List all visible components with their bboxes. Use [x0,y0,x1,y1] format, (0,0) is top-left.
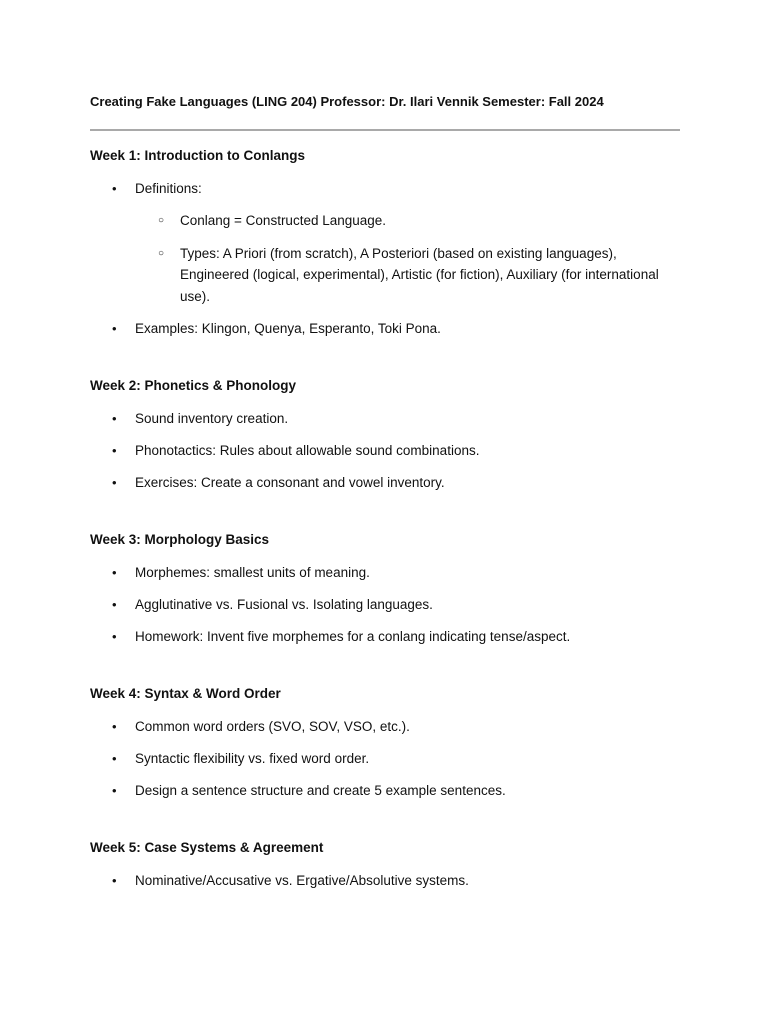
week-section [90,147,680,339]
list-item-text: Examples: Klingon, Quenya, Esperanto, Toki Pona. [135,321,441,336]
sub-list-item-text: Conlang = Constructed Language. [180,213,387,228]
bullet-icon: • [112,597,117,612]
bullet-icon: • [112,443,117,458]
sub-list [135,210,680,307]
list-item-text: Design a sentence structure and create 5 example sentences. [135,783,506,798]
sub-list-item-text: Types: A Priori (from scratch), A Posteriori (based on existing languages), Engineered (logical, experimental), Artistic (for fiction), Auxiliary (for international use). [180,245,659,304]
week-heading: Week 4: Syntax & Word Order [90,686,281,701]
list-item [90,716,680,737]
bullet-icon: • [112,873,117,888]
list-item [90,178,680,307]
horizontal-rule [90,129,680,131]
list-item [90,626,680,647]
bullet-icon: • [112,783,117,798]
bullet-list [90,716,680,801]
week-section [90,839,680,891]
bullet-list [90,408,680,493]
list-item-text: Definitions: [135,181,202,196]
bullet-list [90,870,680,891]
list-item [90,562,680,583]
bullet-icon: • [112,475,117,490]
week-heading: Week 3: Morphology Basics [90,532,270,547]
bullet-icon: • [112,565,117,580]
list-item [90,440,680,461]
list-item [90,472,680,493]
document-title: Creating Fake Languages (LING 204) Professor: Dr. Ilari Vennik Semester: Fall 2024 [90,94,604,109]
bullet-list [90,178,680,339]
week-heading: Week 5: Case Systems & Agreement [90,840,324,855]
sub-list-item [135,243,680,308]
list-item-text: Agglutinative vs. Fusional vs. Isolating languages. [135,597,433,612]
circle-bullet-icon: ○ [158,215,165,226]
list-item-text: Sound inventory creation. [135,411,289,426]
list-item [90,780,680,801]
bullet-icon: • [112,411,117,426]
bullet-icon: • [112,751,117,766]
list-item [90,870,680,891]
list-item-text: Syntactic flexibility vs. fixed word order. [135,751,370,766]
bullet-icon: • [112,629,117,644]
bullet-icon: • [112,719,117,734]
list-item [90,318,680,339]
week-section [90,377,680,493]
week-section [90,685,680,801]
bullet-list [90,562,680,647]
list-item-text: Phonotactics: Rules about allowable sound combinations. [135,443,480,458]
week-heading: Week 1: Introduction to Conlangs [90,148,306,163]
circle-bullet-icon: ○ [158,247,165,259]
list-item-text: Morphemes: smallest units of meaning. [135,565,370,580]
list-item-text: Common word orders (SVO, SOV, VSO, etc.). [135,719,410,734]
list-item-text: Exercises: Create a consonant and vowel inventory. [135,475,445,490]
document-page [90,93,680,929]
list-item-text: Nominative/Accusative vs. Ergative/Absolutive systems. [135,873,469,888]
list-item [90,748,680,769]
list-item-text: Homework: Invent five morphemes for a conlang indicating tense/aspect. [135,629,571,644]
list-item [90,594,680,615]
list-item [90,408,680,429]
bullet-icon: • [112,321,117,336]
week-section [90,531,680,647]
sub-list-item [135,210,680,232]
week-heading: Week 2: Phonetics & Phonology [90,378,297,393]
bullet-icon: • [112,181,117,196]
